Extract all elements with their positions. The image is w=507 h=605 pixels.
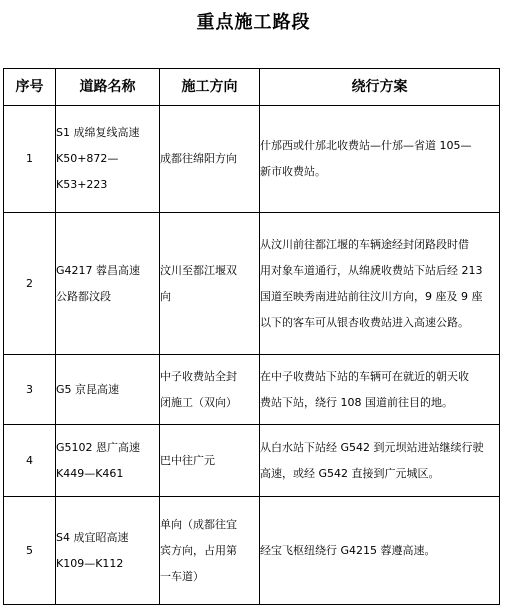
construction-direction-cell (160, 497, 260, 605)
road-name-cell (56, 497, 160, 605)
road-name-cell (56, 355, 160, 425)
construction-direction-line: 一车道） (160, 569, 204, 583)
header-direction: 施工方向 (160, 69, 260, 106)
road-name-line: K50+872— (56, 152, 119, 165)
row-number: 1 (4, 106, 56, 213)
detour-plan-line: 从白水站下站经 G542 到元坝站进站继续行驶 (260, 440, 484, 454)
construction-direction-cell (160, 355, 260, 425)
row-number: 3 (4, 355, 56, 425)
road-name-line: G5102 恩广高速 (56, 440, 141, 454)
detour-plan-line: 国道至映秀南进站前往汶川方向，9 座及 9 座 (260, 289, 483, 303)
construction-direction-cell (160, 106, 260, 213)
construction-direction-line: 巴中往广元 (160, 453, 215, 467)
detour-plan-cell (260, 213, 500, 355)
detour-plan-line: 以下的客车可从银杏收费站进入高速公路。 (260, 315, 469, 329)
road-name-cell (56, 425, 160, 497)
road-name-line: G4217 蓉昌高速 (56, 263, 141, 277)
road-name-line: S1 成绵复线高速 (56, 126, 140, 139)
detour-plan-cell (260, 425, 500, 497)
table-row (4, 425, 500, 497)
road-name-line: K53+223 (56, 178, 108, 191)
row-number: 4 (4, 425, 56, 497)
row-number: 5 (4, 497, 56, 605)
detour-plan-line: 经宝飞枢纽绕行 G4215 蓉遵高速。 (260, 543, 436, 557)
detour-plan-line: 新市收费站。 (260, 165, 326, 178)
table-row (4, 106, 500, 213)
road-name-line: K109—K112 (56, 556, 124, 570)
road-name-cell (56, 106, 160, 213)
detour-plan-line: 在中子收费站下站的车辆可在就近的朝天收 (260, 369, 469, 383)
detour-plan-line: 什邡西或什邡北收费站—什邡—省道 105— (260, 139, 472, 152)
table-row (4, 497, 500, 605)
detour-plan-cell (260, 106, 500, 213)
construction-direction-cell (160, 425, 260, 497)
row-number: 2 (4, 213, 56, 355)
detour-plan-line: 高速，或经 G542 直接到广元城区。 (260, 466, 440, 480)
road-name-line: K449—K461 (56, 466, 124, 480)
construction-direction-cell (160, 213, 260, 355)
construction-direction-line: 宾方向，占用第 (160, 543, 237, 557)
road-name-cell (56, 213, 160, 355)
detour-plan-line: 用对象车道通行，从绵虒收费站下站后经 213 (260, 263, 483, 277)
page-title: 重点施工路段 (196, 12, 311, 33)
construction-direction-line: 闭施工（双向） (160, 395, 237, 409)
table-row (4, 213, 500, 355)
header-no: 序号 (4, 69, 56, 106)
road-name-line: 公路都汶段 (56, 289, 111, 303)
detour-plan-line: 费站下站，绕行 108 国道前往目的地。 (260, 395, 453, 409)
header-road: 道路名称 (56, 69, 160, 106)
table-body (4, 106, 500, 605)
construction-direction-line: 汶川至都江堰双 (160, 263, 237, 277)
detour-plan-cell (260, 355, 500, 425)
construction-direction-line: 中子收费站全封 (160, 369, 237, 383)
detour-plan-line: 从汶川前往都江堰的车辆途经封闭路段时借 (260, 237, 469, 251)
table-row (4, 355, 500, 425)
header-plan: 绕行方案 (260, 69, 500, 106)
road-name-line: S4 成宜昭高速 (56, 530, 129, 544)
construction-direction-line: 单向（成都往宜 (160, 517, 237, 531)
construction-direction-line: 成都往绵阳方向 (160, 152, 237, 165)
construction-direction-line: 向 (160, 289, 171, 303)
detour-plan-cell (260, 497, 500, 605)
table-header-row (4, 69, 500, 106)
construction-table (3, 68, 500, 605)
road-name-line: G5 京昆高速 (56, 382, 120, 396)
